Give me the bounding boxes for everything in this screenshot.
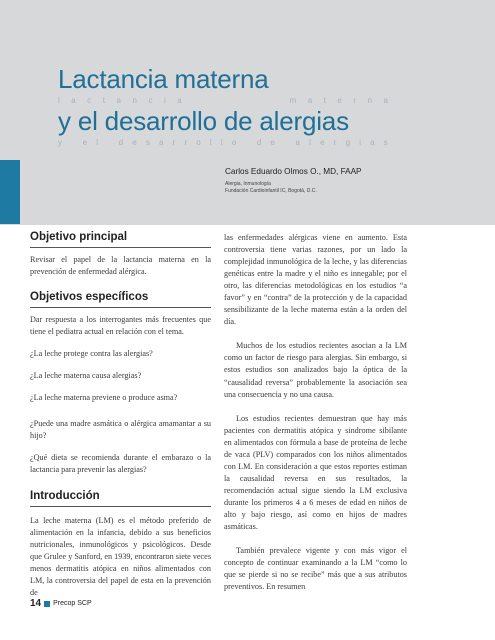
accent-bar (0, 160, 20, 224)
ghost-letter: l (209, 138, 212, 147)
ghost-letter: s (383, 138, 388, 147)
article-title-line2: y el desarrollo de alergias (58, 106, 349, 136)
paragraph-right-4: También prevalece vigente y con más vigor el concepto de continuar examinando a la LM “como lo que se pierde si no se recibe” más que a sus atributos preventivos. En resumen (224, 546, 407, 592)
title-ghost-letters-1 (58, 96, 388, 105)
ghost-letter: c (87, 96, 92, 105)
ghost-letter (221, 96, 223, 105)
ghost-letter: l (96, 138, 98, 147)
right-column (224, 232, 407, 593)
brand-square-icon (44, 601, 50, 607)
ghost-letter: m (289, 96, 297, 105)
ghost-letter: e (337, 96, 342, 105)
title-ghost-letters-2 (58, 138, 388, 147)
ghost-letter (71, 138, 73, 147)
heading-objetivos-especificos: Objetivos específicos (30, 291, 149, 304)
ghost-letter: r (333, 138, 337, 147)
ghost-letter: o (196, 138, 201, 147)
ghost-letter: i (359, 138, 361, 147)
journal-brand: Precop SCP (53, 600, 92, 607)
ghost-letter: a (158, 138, 164, 147)
paragraph-objetivos: Dar respuesta a los interrogantes más frecuentes que tiene el pediatra actual en relación con el tema. (30, 315, 211, 337)
ghost-letter: l (58, 96, 60, 105)
question-5: ¿Qué dieta se recomienda durante el embarazo o la lactancia para prevenir las alergias? (30, 453, 211, 475)
ghost-letter: a (383, 96, 388, 105)
ghost-letter: o (231, 138, 237, 147)
paragraph-objetivo: Revisar el papel de la lactancia materna en la prevención de enfermedad alérgica. (30, 255, 211, 277)
ghost-letter: t (323, 96, 326, 105)
question-2: ¿La leche materna causa alergias? (30, 371, 142, 381)
ghost-letter: a (116, 96, 121, 105)
paragraph-right-3: Los estudios recientes demuestran que hay más pacientes con dermatitis atópica y sindrome sibilante en alimentados con fórmula a base de proteína de leche de vaca (PLV) comparados con los niños alimentados con LM. En consideración a que estos reportes estiman la causalidad reversa en sus resultados, la recomendación actual sigue siendo la LM exclusiva durante los primeros 4 a 6 meses de edad en niños de alto y bajo riesgo, así como en hijos de madres asmáticas. (224, 413, 407, 532)
ghost-letter: t (102, 96, 106, 105)
ghost-letter: l (309, 138, 311, 147)
ghost-letter: d (256, 138, 262, 147)
ghost-letter: y (58, 138, 62, 147)
paragraph-right-1: las enfermedades alérgicas viene en aumento. Esta controversia tiene varias razones, por un lado la complejidad inmunológica de la leche, y las diferencias genéticas entre la madre y el niño es innegable; por el otro, las diferencias metodológicas en los estudios “a favor” y en “contra” de la protección y de la capacidad sensibilizante de la leche materna están a la orden del día. (224, 233, 407, 327)
ghost-letter: e (132, 138, 137, 147)
ghost-letter: s (145, 138, 150, 147)
author-name: Carlos Eduardo Olmos O., MD, FAAP (225, 167, 362, 176)
left-column (30, 230, 211, 599)
ghost-letter (245, 138, 247, 147)
ghost-letter: c (148, 96, 153, 105)
ghost-letter: l (220, 138, 223, 147)
question-1: ¿La leche protege contra las alergias? (30, 349, 153, 359)
ghost-letter (276, 96, 278, 105)
article-title-line1: Lactancia materna (58, 64, 269, 94)
ghost-letter: a (370, 138, 375, 147)
ghost-letter: e (270, 138, 275, 147)
heading-introduccion: Introducción (30, 489, 100, 502)
ghost-letter: a (307, 96, 313, 105)
ghost-letter: a (177, 96, 182, 105)
ghost-letter: r (184, 138, 188, 147)
heading-objetivo-principal: Objetivo principal (30, 231, 128, 243)
question-3: ¿La leche materna previene o produce asma? (30, 393, 178, 403)
ghost-letter: r (172, 138, 176, 147)
author-affiliation-1: Alergia, Inmunología (225, 181, 271, 187)
ghost-letter: a (295, 138, 300, 147)
ghost-letter (248, 96, 250, 105)
page-footer (30, 598, 92, 609)
ghost-letter: g (345, 138, 351, 147)
ghost-letter (107, 138, 109, 147)
ghost-letter: n (367, 96, 373, 105)
ghost-letter: r (353, 96, 357, 105)
ghost-letter: d (118, 138, 124, 147)
paragraph-introduccion: La leche materna (LM) es el método preferido de alimentación en la infancia, debido a sus beneficios nutricionales, inmunológicos y psicológicos. Desde que Grulee y Sanford, en 1939, encontraron siete veces menos dermatitis atópica en niños alimentados con LM, la controversia del papel de esta en la prevención de (30, 515, 211, 597)
ghost-letter: e (320, 138, 325, 147)
ghost-letter: n (132, 96, 137, 105)
ghost-letter (284, 138, 286, 147)
ghost-letter: a (71, 96, 76, 105)
ghost-letter (193, 96, 195, 105)
ghost-letter (262, 96, 264, 105)
ghost-letter (207, 96, 209, 105)
paragraph-right-2: Muchos de los estudios recientes asocian a la LM como un factor de riesgo para alergias. Sin embargo, si estos estudios son analizados bajo la óptica de la “causalidad reversa” probablemente la asociación sea una consecuencia y no una causa. (224, 341, 407, 399)
ghost-letter: e (82, 138, 88, 147)
ghost-letter: i (163, 96, 166, 105)
question-4: ¿Puede una madre asmática o alérgica amamantar a su hijo? (30, 419, 211, 441)
page-number: 14 (30, 598, 42, 609)
ghost-letter (235, 96, 237, 105)
author-affiliation-2: Fundación Cardioinfantil IC, Bogotá, D.C. (225, 188, 317, 194)
